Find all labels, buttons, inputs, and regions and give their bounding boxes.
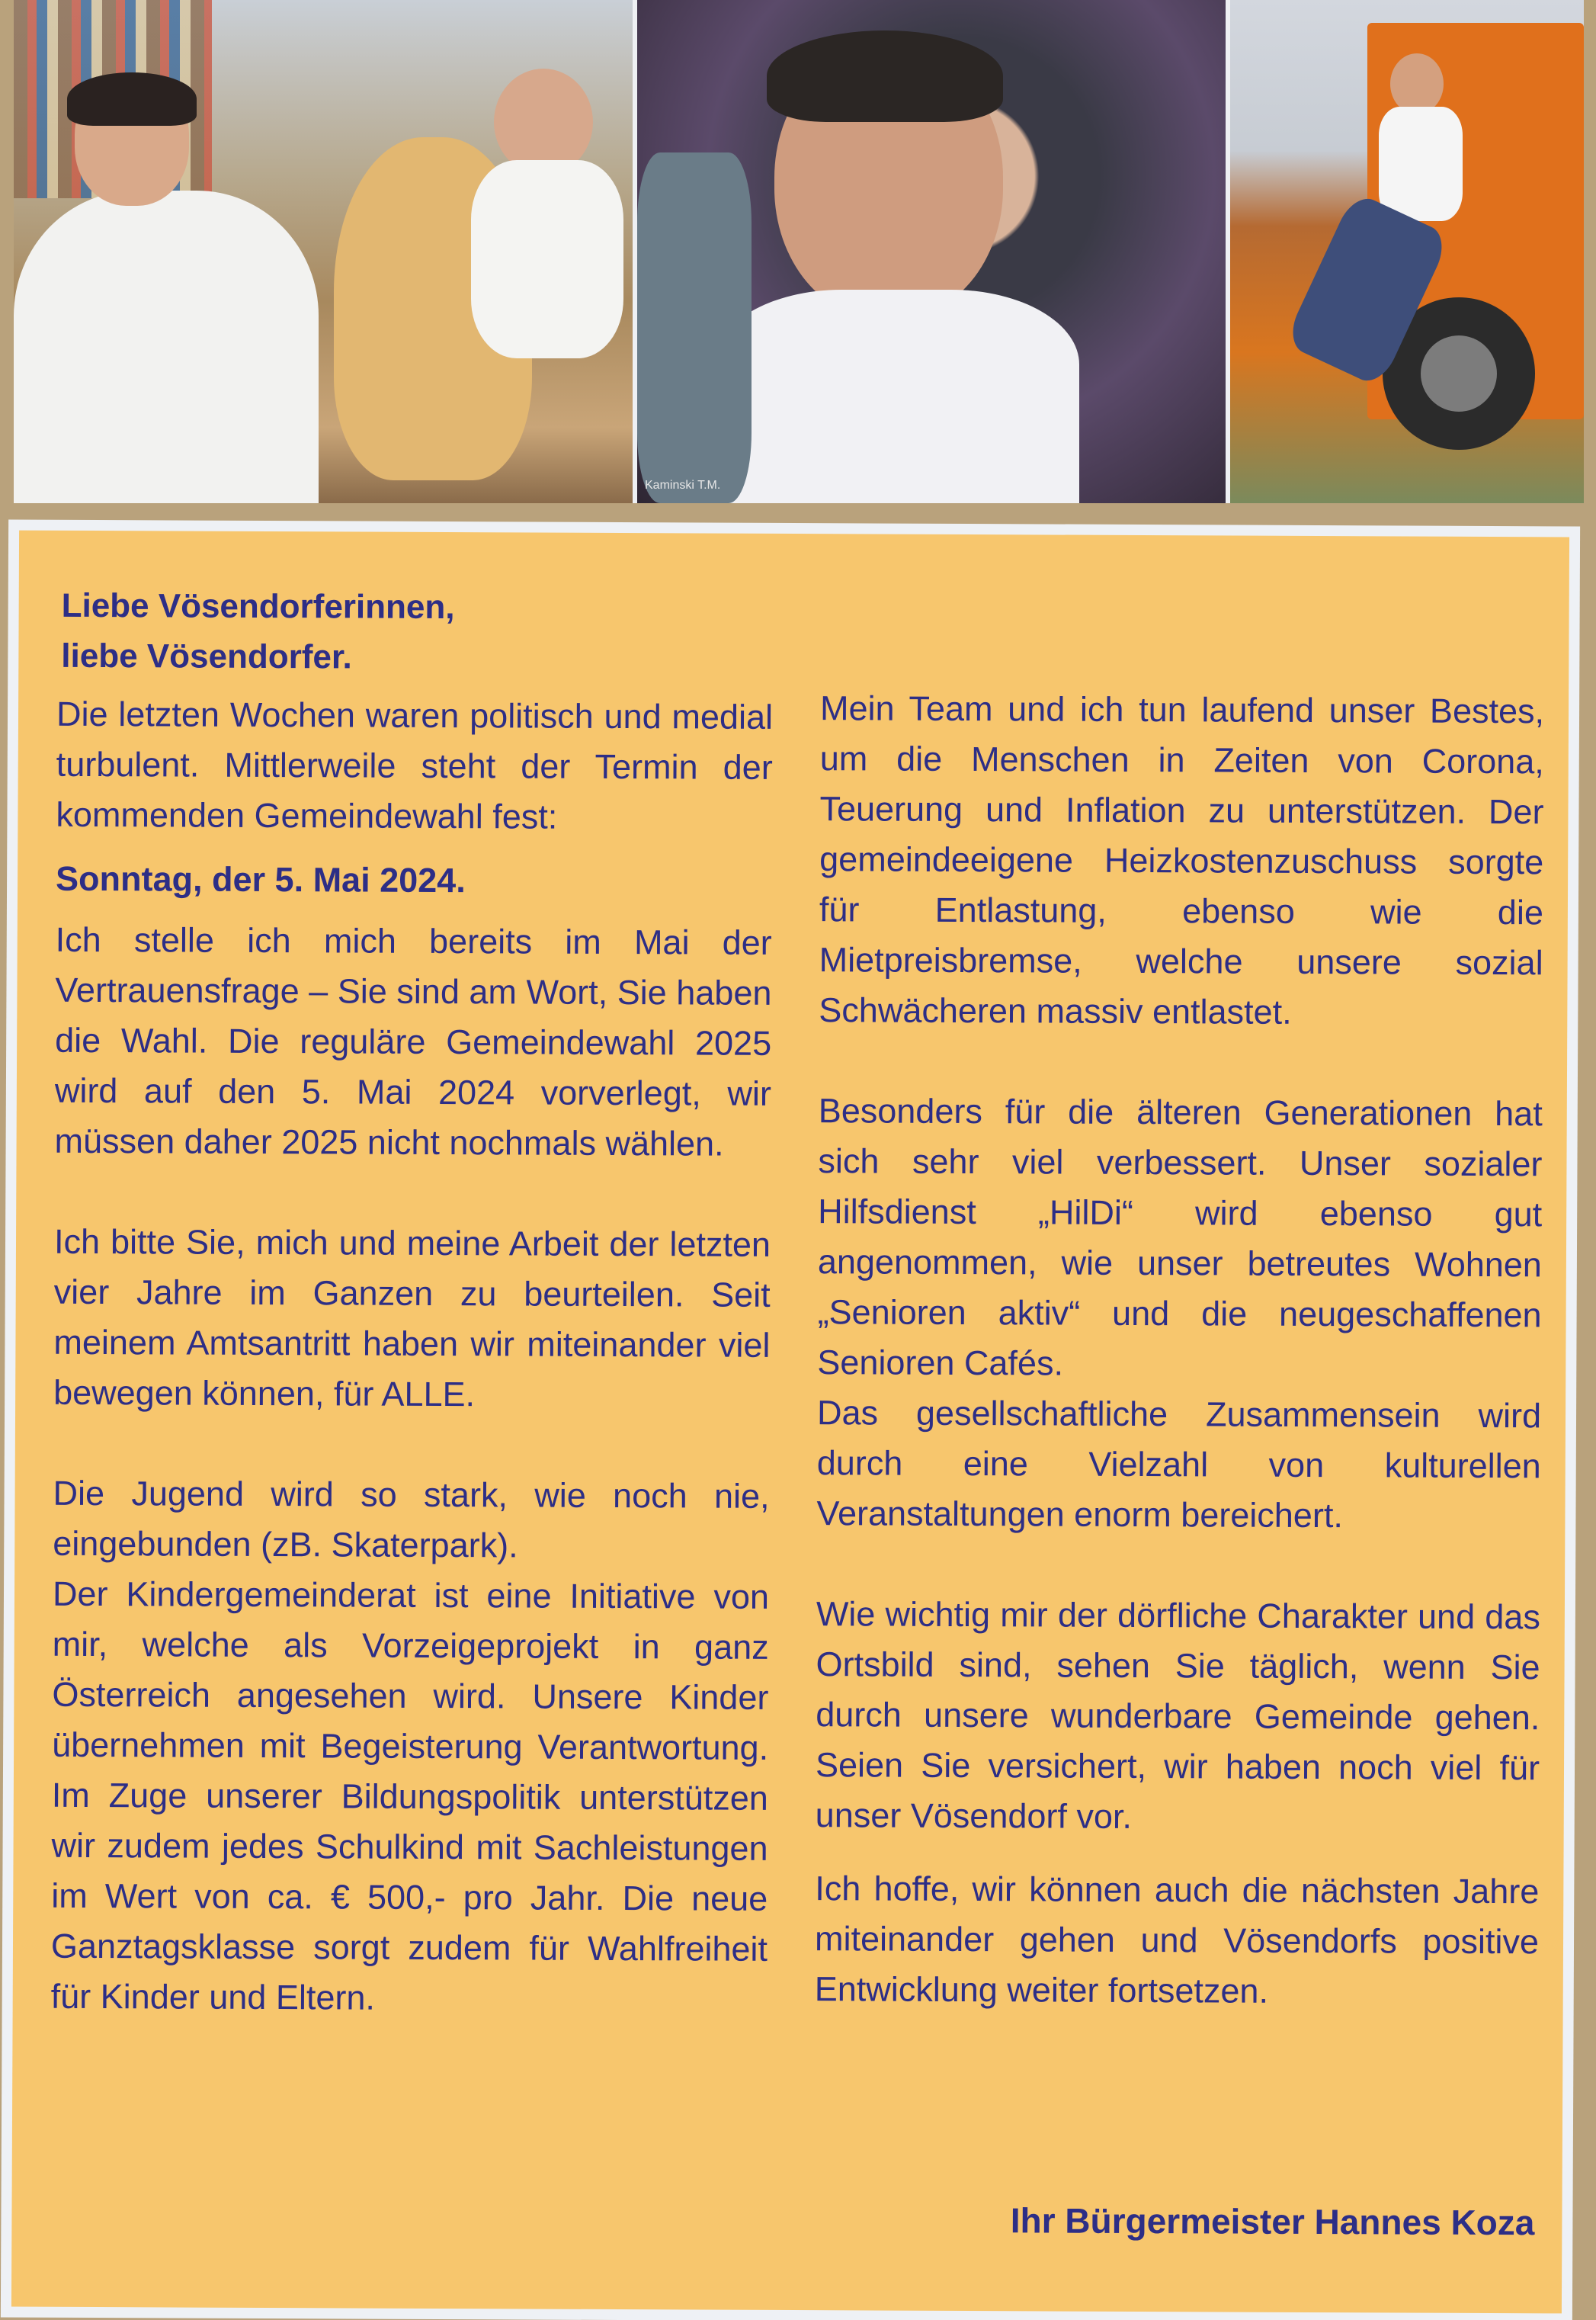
paragraph-team: Mein Team und ich tun laufend unser Bestes, um die Menschen in Zeiten von Corona, Teuerung und Inflation zu unterstützen. Der gemeindeeigene Heizkostenzuschuss sorgte für Entlastung, ebenso wie die Mietpreisbremse, welche unsere sozial Schwächeren massiv entlastet.: [819, 688, 1545, 1032]
election-date: Sonntag, der 5. Mai 2024.: [55, 858, 466, 900]
paragraph-youth: Die Jugend wird so stark, wie noch nie, eingebunden (zB. Skaterpark).: [53, 1473, 770, 1565]
photo-strip: [14, 0, 1584, 503]
letter-sheet: [11, 531, 1569, 2314]
signature: Ihr Bürgermeister Hannes Koza: [1010, 2200, 1535, 2243]
paragraph-judgement: Ich bitte Sie, mich und meine Arbeit der letzten vier Jahre im Ganzen zu beurteilen. Seit meinem Amtsantritt haben wir miteinander viel bewegen können, für ALLE.: [53, 1221, 771, 1414]
photo-credit: Kaminski T.M.: [645, 479, 721, 492]
paragraph-village: Wie wichtig mir der dörfliche Charakter und das Ortsbild sind, sehen Sie täglich, wenn Sie durch unsere wunderbare Gemeinde gehen. Seien Sie versichert, wir haben noch viel für unser Vösendorf vor.: [815, 1594, 1541, 1836]
paragraph-hope: Ich hoffe, wir können auch die nächsten Jahre miteinander gehen und Vösendorfs positive Entwicklung weiter fortsetzen.: [814, 1869, 1540, 2010]
paragraph-vote: Ich stelle ich mich bereits im Mai der Vertrauensfrage – Sie sind am Wort, Sie haben die Wahl. Die reguläre Gemeindewahl 2025 wird auf den 5. Mai 2024 vorverlegt, wir müssen daher 2025 nicht nochmals wählen.: [54, 919, 772, 1163]
paragraph-culture: Das gesellschaftliche Zusammensein wird durch eine Vielzahl von kulturellen Veranstaltungen enorm bereichert.: [816, 1393, 1542, 1535]
photo-mayor-smiling: [637, 0, 1226, 503]
paragraph-seniors: Besonders für die älteren Generationen hat sich sehr viel verbessert. Unser sozialer Hilfsdienst „HilDi“ wird ebenso gut angenommen, wie unser betreutes Wohnen „Senioren aktiv“ und die neugeschaffenen Senioren Cafés.: [817, 1091, 1543, 1383]
left-column: [51, 689, 774, 2025]
photo-mayor-with-dog: [14, 0, 633, 503]
salutation: [61, 581, 454, 683]
right-column: [815, 683, 1545, 2017]
salutation-line-2: liebe Vösendorfer.: [61, 637, 352, 676]
paragraph-children: Der Kindergemeinderat ist eine Initiative von mir, welche als Vorzeigeprojekt in ganz Österreich angesehen wird. Unsere Kinder übernehmen mit Begeisterung Verantwortung. Im Zuge unserer Bildungspolitik unterstützen wir zudem jedes Schulkind mit Sachleistungen im Wert von ca. € 500,- pro Jahr. Die neue Ganztagsklasse sorgt zudem für Wahlfreiheit für Kinder und Eltern.: [50, 1574, 770, 2017]
salutation-line-1: Liebe Vösendorferinnen,: [61, 586, 455, 627]
photo-mayor-on-truck: [1230, 0, 1584, 503]
paragraph-intro: Die letzten Wochen waren politisch und medial turbulent. Mittlerweile steht der Termin der kommenden Gemeindewahl fest:: [56, 694, 774, 836]
